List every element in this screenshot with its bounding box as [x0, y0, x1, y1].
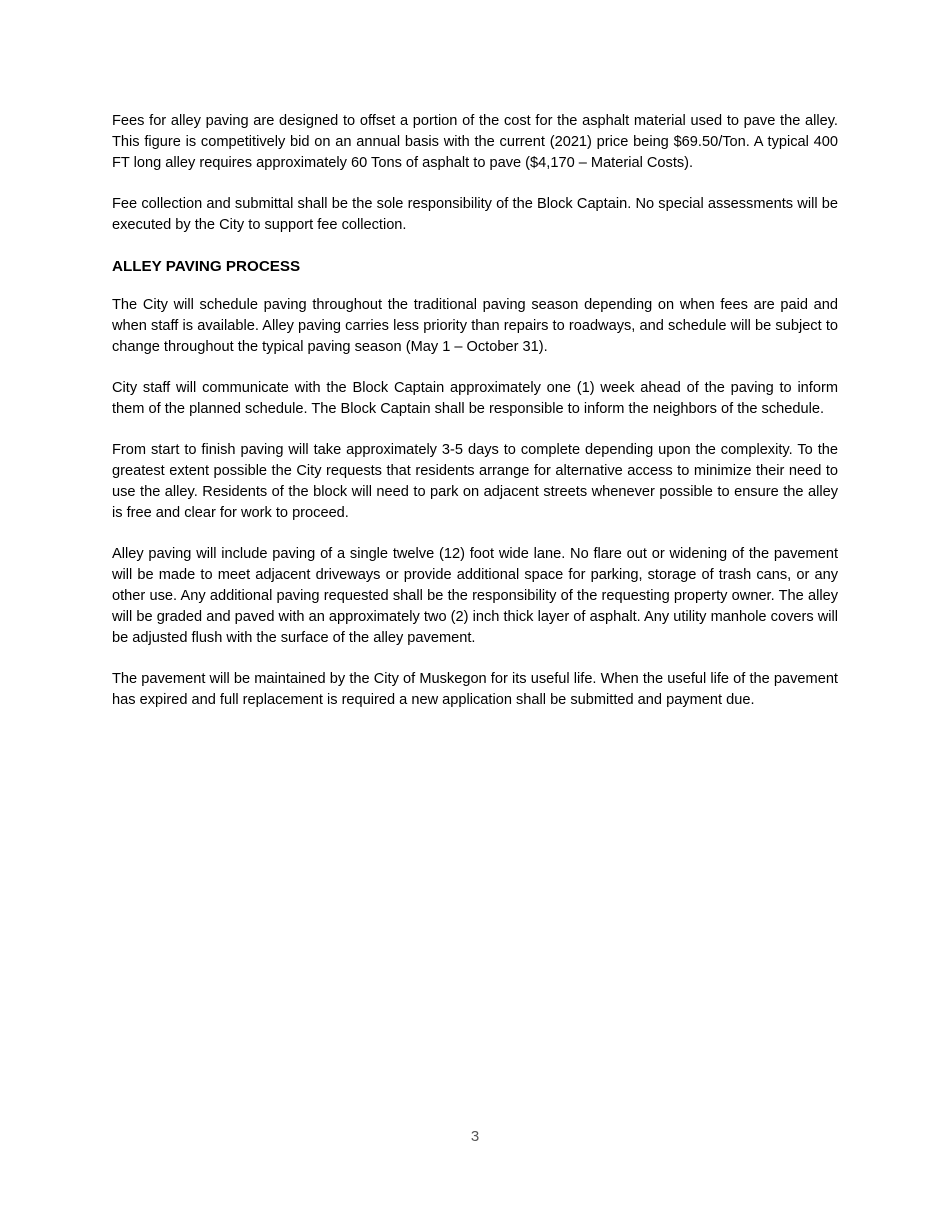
document-body [112, 111, 838, 731]
paragraph-fees: Fees for alley paving are designed to offset a portion of the cost for the asphalt material used to pave the alley. This figure is competitively bid on an annual basis with the current (2021) price being $69.50/Ton. A typical 400 FT long alley requires approximately 60 Tons of asphalt to pave ($4,170 – Material Costs). [112, 113, 838, 171]
paragraph-lane-specs: Alley paving will include paving of a single twelve (12) foot wide lane. No flare out or widening of the pavement will be made to meet adjacent driveways or provide additional space for parking, storage of trash cans, or any other use. Any additional paving requested shall be the responsibility of the requesting property owner. The alley will be graded and paved with an approximately two (2) inch thick layer of asphalt. Any utility manhole covers will be adjusted flush with the surface of the alley pavement. [112, 546, 838, 646]
page-number: 3 [470, 1128, 480, 1145]
paragraph-duration: From start to finish paving will take approximately 3-5 days to complete depending upon the complexity. To the greatest extent possible the City requests that residents arrange for alternative access to minimize their need to use the alley. Residents of the block will need to park on adjacent streets whenever possible to ensure the alley is free and clear for work to proceed. [112, 442, 838, 521]
section-heading: ALLEY PAVING PROCESS [112, 258, 301, 275]
paragraph-schedule: The City will schedule paving throughout the traditional paving season depending on when fees are paid and when staff is available. Alley paving carries less priority than repairs to roadways, and schedule will be subject to change throughout the typical paving season (May 1 – October 31). [112, 297, 838, 355]
paragraph-maintenance: The pavement will be maintained by the City of Muskegon for its useful life. When the useful life of the pavement has expired and full replacement is required a new application shall be submitted and payment due. [112, 671, 838, 708]
paragraph-communication: City staff will communicate with the Block Captain approximately one (1) week ahead of the paving to inform them of the planned schedule. The Block Captain shall be responsible to inform the neighbors of the schedule. [112, 380, 838, 417]
paragraph-fee-collection: Fee collection and submittal shall be the sole responsibility of the Block Captain. No special assessments will be executed by the City to support fee collection. [112, 196, 838, 233]
